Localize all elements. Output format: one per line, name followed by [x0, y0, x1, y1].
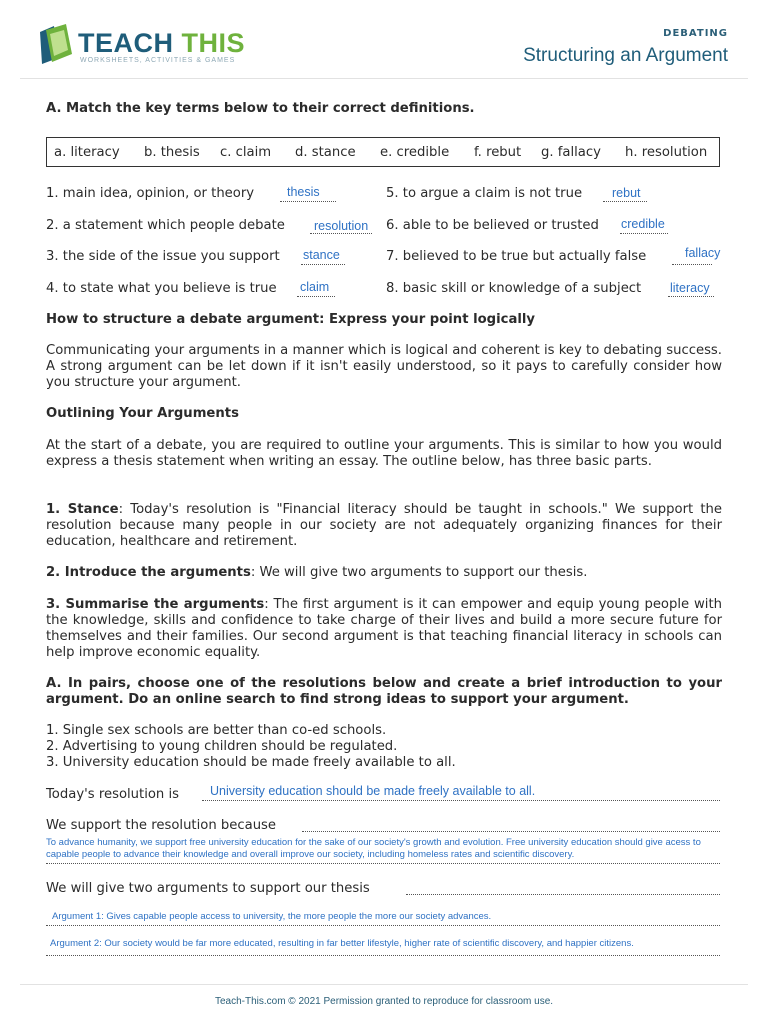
resolution-item: 2. Advertising to young children should be regulated. — [46, 739, 398, 754]
term: b. thesis — [144, 145, 200, 160]
logo-text: TEACH THIS — [78, 28, 246, 58]
term: g. fallacy — [541, 145, 601, 160]
definition-item: 3. the side of the issue you support — [46, 249, 280, 264]
answer-line[interactable] — [297, 296, 335, 297]
section-b-heading: A. In pairs, choose one of the resolutions below and create a brief introduction to your argument. Do an online search to find strong ideas to support your argument. — [46, 676, 722, 707]
resolution-answer: University education should be made freely available to all. — [210, 784, 536, 798]
outline-heading: Outlining Your Arguments — [46, 406, 239, 421]
summarise-paragraph: 3. Summarise the arguments: The first argument is it can empower and equip young people with the knowledge, skills and confidence to take charge of their lives and build a more secure future for themselves and their families. Our second argument is that teaching financial literacy in schools can help improve economic equality. — [46, 597, 722, 660]
argument-1-line[interactable] — [46, 925, 720, 926]
answer-line[interactable] — [280, 201, 336, 202]
arguments-label: We will give two arguments to support our thesis — [46, 881, 370, 896]
support-answer-line-2[interactable] — [46, 863, 720, 864]
structure-intro: Communicating your arguments in a manner which is logical and coherent is key to debating success. A strong argument can be let down if it isn't easily understood, so it pays to carefully consider how you structure your argument. — [46, 343, 722, 390]
answer-line[interactable] — [620, 233, 668, 234]
answer-text: rebut — [612, 186, 641, 200]
outline-text: At the start of a debate, you are required to outline your arguments. This is similar to how you would express a thesis statement when writing an essay. The outline below, has three basic parts. — [46, 438, 722, 469]
arguments-answer-line[interactable] — [406, 894, 720, 895]
answer-text: thesis — [287, 185, 320, 199]
category-label: DEBATING — [663, 28, 728, 39]
argument-2-line[interactable] — [46, 955, 720, 956]
support-answer-line[interactable] — [302, 831, 720, 832]
answer-line[interactable] — [668, 296, 714, 297]
answer-text: credible — [621, 217, 665, 231]
answer-line[interactable] — [310, 233, 372, 234]
answer-text: claim — [300, 280, 330, 294]
definition-item: 7. believed to be true but actually false — [386, 249, 647, 264]
support-label: We support the resolution because — [46, 818, 277, 833]
footer-text: Teach-This.com © 2021 Permission granted to reproduce for classroom use. — [214, 996, 554, 1007]
resolution-item: 3. University education should be made freely available to all. — [46, 755, 456, 770]
answer-line[interactable] — [301, 264, 345, 265]
term: f. rebut — [474, 145, 522, 160]
introduce-paragraph: 2. Introduce the arguments: We will give two arguments to support our thesis. — [46, 565, 588, 580]
definition-item: 4. to state what you believe is true — [46, 281, 277, 296]
terms-box — [46, 137, 720, 167]
definition-item: 2. a statement which people debate — [46, 218, 285, 233]
definition-item: 1. main idea, opinion, or theory — [46, 186, 255, 201]
answer-text: literacy — [670, 281, 710, 295]
answer-text: resolution — [314, 219, 369, 233]
term: a. literacy — [54, 145, 120, 160]
page-title: Structuring an Argument — [523, 45, 728, 66]
resolution-item: 1. Single sex schools are better than co-ed schools. — [46, 723, 387, 738]
definition-item: 5. to argue a claim is not true — [386, 186, 583, 201]
term: c. claim — [220, 145, 272, 160]
support-answer: To advance humanity, we support free university education for the sake of our society's growth and evolution. Free university education should give acess to capable people to advance their knowledge and overall improve our society, including homeless rates and scientific discovery. — [46, 837, 701, 860]
footer-divider — [20, 984, 748, 985]
header-divider — [20, 78, 748, 79]
structure-heading: How to structure a debate argument: Express your point logically — [46, 312, 535, 327]
answer-line[interactable] — [603, 201, 647, 202]
definition-item: 8. basic skill or knowledge of a subject — [386, 281, 642, 296]
answer-line[interactable] — [672, 264, 712, 265]
resolution-label: Today's resolution is — [46, 787, 180, 802]
resolution-answer-line[interactable] — [202, 800, 720, 801]
logo-tagline: WORKSHEETS, ACTIVITIES & GAMES — [80, 57, 236, 64]
answer-text: stance — [303, 248, 340, 262]
term: d. stance — [295, 145, 356, 160]
answer-text: fallacy — [685, 246, 721, 260]
logo-icon — [36, 24, 76, 70]
section-a-heading: A. Match the key terms below to their correct definitions. — [46, 101, 475, 116]
definition-item: 6. able to be believed or trusted — [386, 218, 599, 233]
argument-2: Argument 2: Our society would be far more educated, resulting in far better lifestyle, higher rate of scientific discovery, and happier citizens. — [50, 938, 634, 949]
term: e. credible — [380, 145, 450, 160]
term: h. resolution — [625, 145, 708, 160]
argument-1: Argument 1: Gives capable people access to university, the more people the more our society advances. — [52, 911, 492, 922]
stance-paragraph: 1. Stance: Today's resolution is "Financial literacy should be taught in schools." We support the resolution because many people in our society are not adequately organizing finances for their education, healthcare and retirement. — [46, 502, 722, 549]
